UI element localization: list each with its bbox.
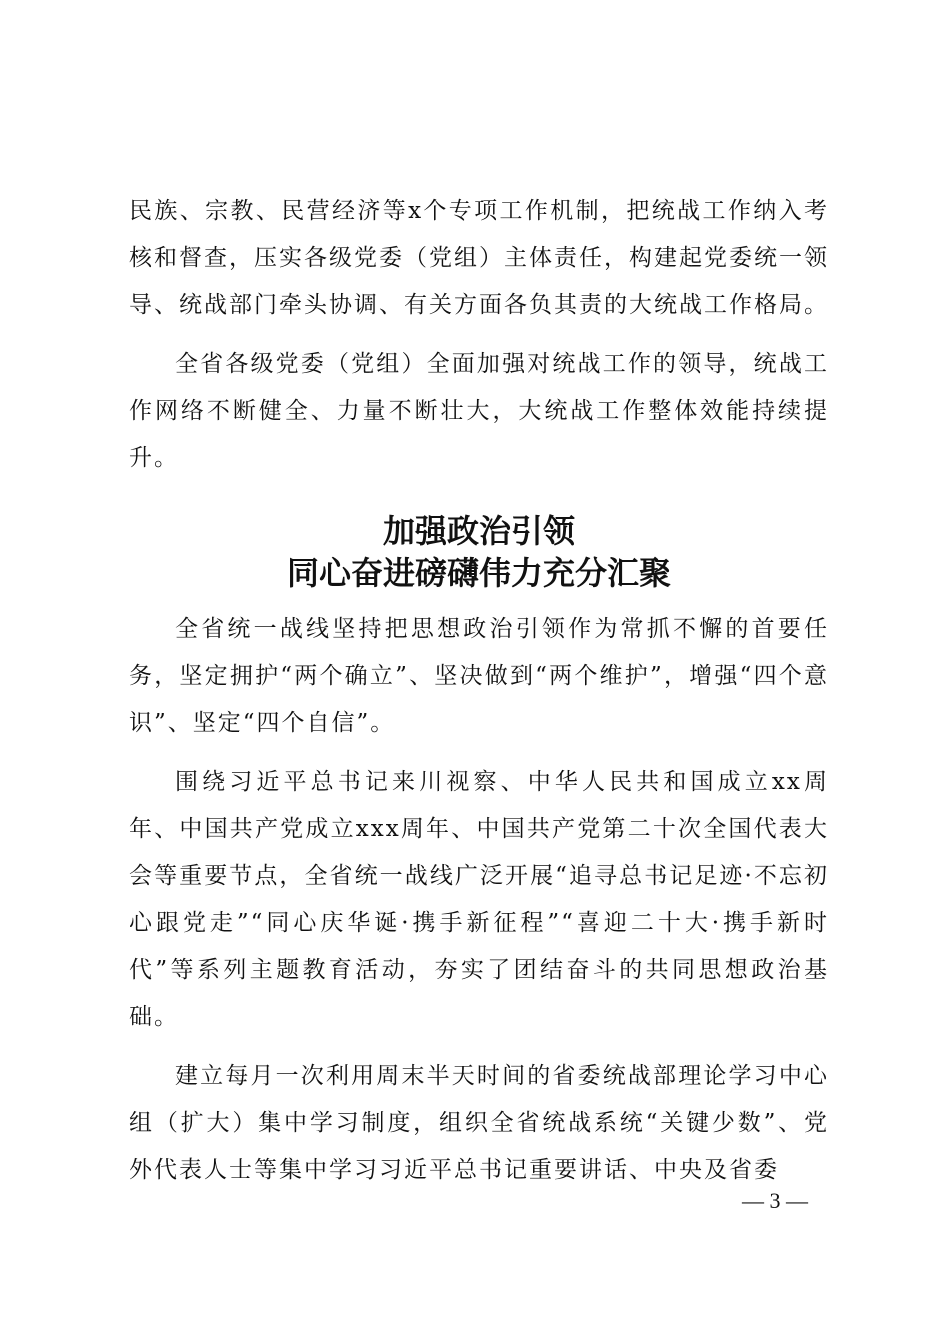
section-heading	[129, 510, 829, 594]
section-heading-line-2: 同心奋进磅礴伟力充分汇聚	[286, 554, 671, 592]
paragraph: 全省统一战线坚持把思想政治引领作为常抓不懈的首要任务，坚定拥护“两个确立”、坚决做到“两个维护”，增强“四个意识”、坚定“四个自信”。	[129, 616, 829, 736]
section-heading-line-1: 加强政治引领	[382, 512, 575, 550]
paragraph-continuation: 民族、宗教、民营经济等x个专项工作机制，把统战工作纳入考核和督查，压实各级党委（党组）主体责任，构建起党委统一领导、统战部门牵头协调、有关方面各负其责的大统战工作格局。	[129, 198, 829, 318]
section-text-block	[129, 606, 829, 1206]
intro-text-block	[129, 188, 829, 494]
paragraph: 围绕习近平总书记来川视察、中华人民共和国成立xx周年、中国共产党成立xxx周年、中国共产党第二十次全国代表大会等重要节点，全省统一战线广泛开展“追寻总书记足迹·不忘初心跟党走”“同心庆华诞·携手新征程”“喜迎二十大·携手新时代”等系列主题教育活动，夯实了团结奋斗的共同思想政治基础。	[129, 769, 829, 1030]
page-number: — 3 —	[742, 1188, 808, 1213]
paragraph: 全省各级党委（党组）全面加强对统战工作的领导，统战工作网络不断健全、力量不断壮大，大统战工作整体效能持续提升。	[129, 351, 829, 471]
paragraph: 建立每月一次利用周末半天时间的省委统战部理论学习中心组（扩大）集中学习制度，组织全省统战系统“关键少数”、党外代表人士等集中学习习近平总书记重要讲话、中央及省委	[129, 1063, 829, 1183]
